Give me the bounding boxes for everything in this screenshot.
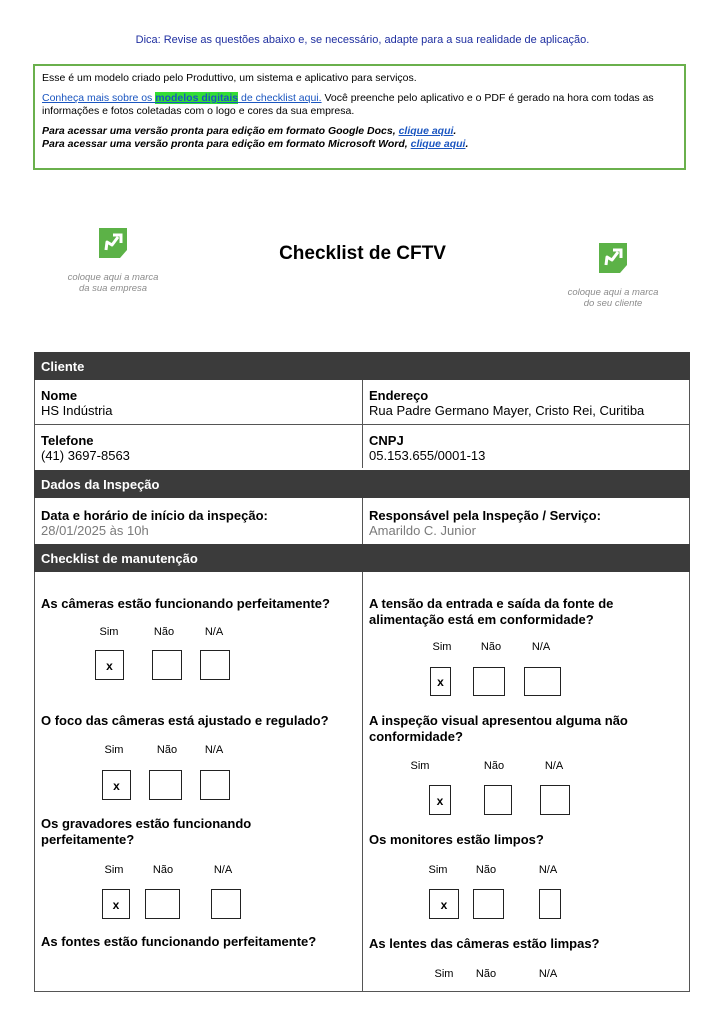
question-focus-adjusted: O foco das câmeras está ajustado e regulado? xyxy=(41,713,329,728)
info-access-lines: Para acessar uma versão pronta para edição em formato Google Docs, clique aqui. Para acessar uma versão pronta para edição em formato Microsoft Word, clique aqui. xyxy=(42,125,469,150)
checkbox-sim[interactable]: x xyxy=(429,889,459,919)
client-logo-icon xyxy=(596,241,630,280)
inspection-date: Data e horário de início da inspeção: 28/01/2025 às 10h xyxy=(41,508,268,538)
option-nao-label: Não xyxy=(475,968,497,980)
checkbox-nao[interactable] xyxy=(149,770,182,800)
section-dados: Dados da Inspeção xyxy=(34,470,690,498)
checkbox-na[interactable] xyxy=(540,785,570,815)
checkbox-nao[interactable] xyxy=(145,889,180,919)
checkbox-nao[interactable] xyxy=(152,650,182,680)
option-sim-label: Sim xyxy=(432,641,452,653)
client-nome: Nome HS Indústria xyxy=(41,388,113,418)
option-na-label: N/A xyxy=(538,968,558,980)
company-logo-caption: coloque aqui a marca da sua empresa xyxy=(67,272,159,294)
option-na-label: N/A xyxy=(538,864,558,876)
question-voltage-compliance: A tensão da entrada e saída da fonte de alimentação está em conformidade? xyxy=(369,596,614,627)
client-cnpj: CNPJ 05.153.655/0001-13 xyxy=(369,433,486,463)
question-visual-inspection: A inspeção visual apresentou alguma não conformidade? xyxy=(369,713,628,744)
divider xyxy=(34,424,690,425)
divider xyxy=(34,991,690,992)
client-telefone: Telefone (41) 3697-8563 xyxy=(41,433,130,463)
checkbox-sim[interactable]: x xyxy=(95,650,124,680)
checkbox-sim[interactable]: x xyxy=(102,889,130,919)
word-link[interactable]: clique aqui xyxy=(410,138,466,150)
option-nao-label: Não xyxy=(153,626,175,638)
option-nao-label: Não xyxy=(152,864,174,876)
option-na-label: N/A xyxy=(544,760,564,772)
models-link[interactable]: Conheça mais sobre os modelos digitais de checklist aqui. xyxy=(42,92,322,104)
question-monitors-clean: Os monitores estão limpos? xyxy=(369,832,544,847)
client-endereco: Endereço Rua Padre Germano Mayer, Cristo Rei, Curitiba xyxy=(369,388,645,418)
section-checklist: Checklist de manutenção xyxy=(34,544,690,572)
divider xyxy=(362,572,363,992)
checkbox-na[interactable] xyxy=(200,770,230,800)
option-na-label: N/A xyxy=(213,864,233,876)
tip-text: Dica: Revise as questões abaixo e, se necessário, adapte para a sua realidade de aplicação. xyxy=(135,34,590,46)
checkbox-nao[interactable] xyxy=(484,785,512,815)
option-nao-label: Não xyxy=(475,864,497,876)
checkbox-nao[interactable] xyxy=(473,889,504,919)
info-line-2: Conheça mais sobre os modelos digitais de checklist aqui. Você preenche pelo aplicativo e o PDF é gerado na hora com todas as informações e fotos coletadas com o logo e cores da sua empresa. xyxy=(42,92,654,117)
google-docs-link[interactable]: clique aqui xyxy=(398,125,454,137)
option-nao-label: Não xyxy=(480,641,502,653)
checkbox-sim[interactable]: x xyxy=(102,770,131,800)
option-na-label: N/A xyxy=(531,641,551,653)
option-nao-label: Não xyxy=(483,760,505,772)
question-cameras-working: As câmeras estão funcionando perfeitamente? xyxy=(41,596,330,611)
inspection-responsible: Responsável pela Inspeção / Serviço: Amarildo C. Junior xyxy=(369,508,601,538)
page-title: Checklist de CFTV xyxy=(279,243,446,264)
option-sim-label: Sim xyxy=(428,864,448,876)
checkbox-sim[interactable]: x xyxy=(430,667,451,696)
section-cliente: Cliente xyxy=(34,352,690,380)
client-logo-caption: coloque aqui a marca do seu cliente xyxy=(567,287,659,309)
option-sim-label: Sim xyxy=(99,626,119,638)
checkbox-na[interactable] xyxy=(211,889,241,919)
question-recorders-working: Os gravadores estão funcionando perfeitamente? xyxy=(41,816,252,847)
checkbox-na[interactable] xyxy=(524,667,561,696)
option-sim-label: Sim xyxy=(104,864,124,876)
question-lenses-clean: As lentes das câmeras estão limpas? xyxy=(369,936,600,951)
checkbox-na[interactable] xyxy=(539,889,561,919)
option-na-label: N/A xyxy=(204,626,224,638)
question-power-supplies-working: As fontes estão funcionando perfeitamente? xyxy=(41,934,317,949)
checkbox-na[interactable] xyxy=(200,650,230,680)
info-box xyxy=(33,64,686,170)
option-sim-label: Sim xyxy=(104,744,124,756)
option-na-label: N/A xyxy=(204,744,224,756)
checkbox-nao[interactable] xyxy=(473,667,505,696)
option-sim-label: Sim xyxy=(434,968,454,980)
info-line-1: Esse é um modelo criado pelo Produttivo, um sistema e aplicativo para serviços. xyxy=(42,72,417,84)
option-sim-label: Sim xyxy=(410,760,430,772)
checkbox-sim[interactable]: x xyxy=(429,785,451,815)
option-nao-label: Não xyxy=(156,744,178,756)
